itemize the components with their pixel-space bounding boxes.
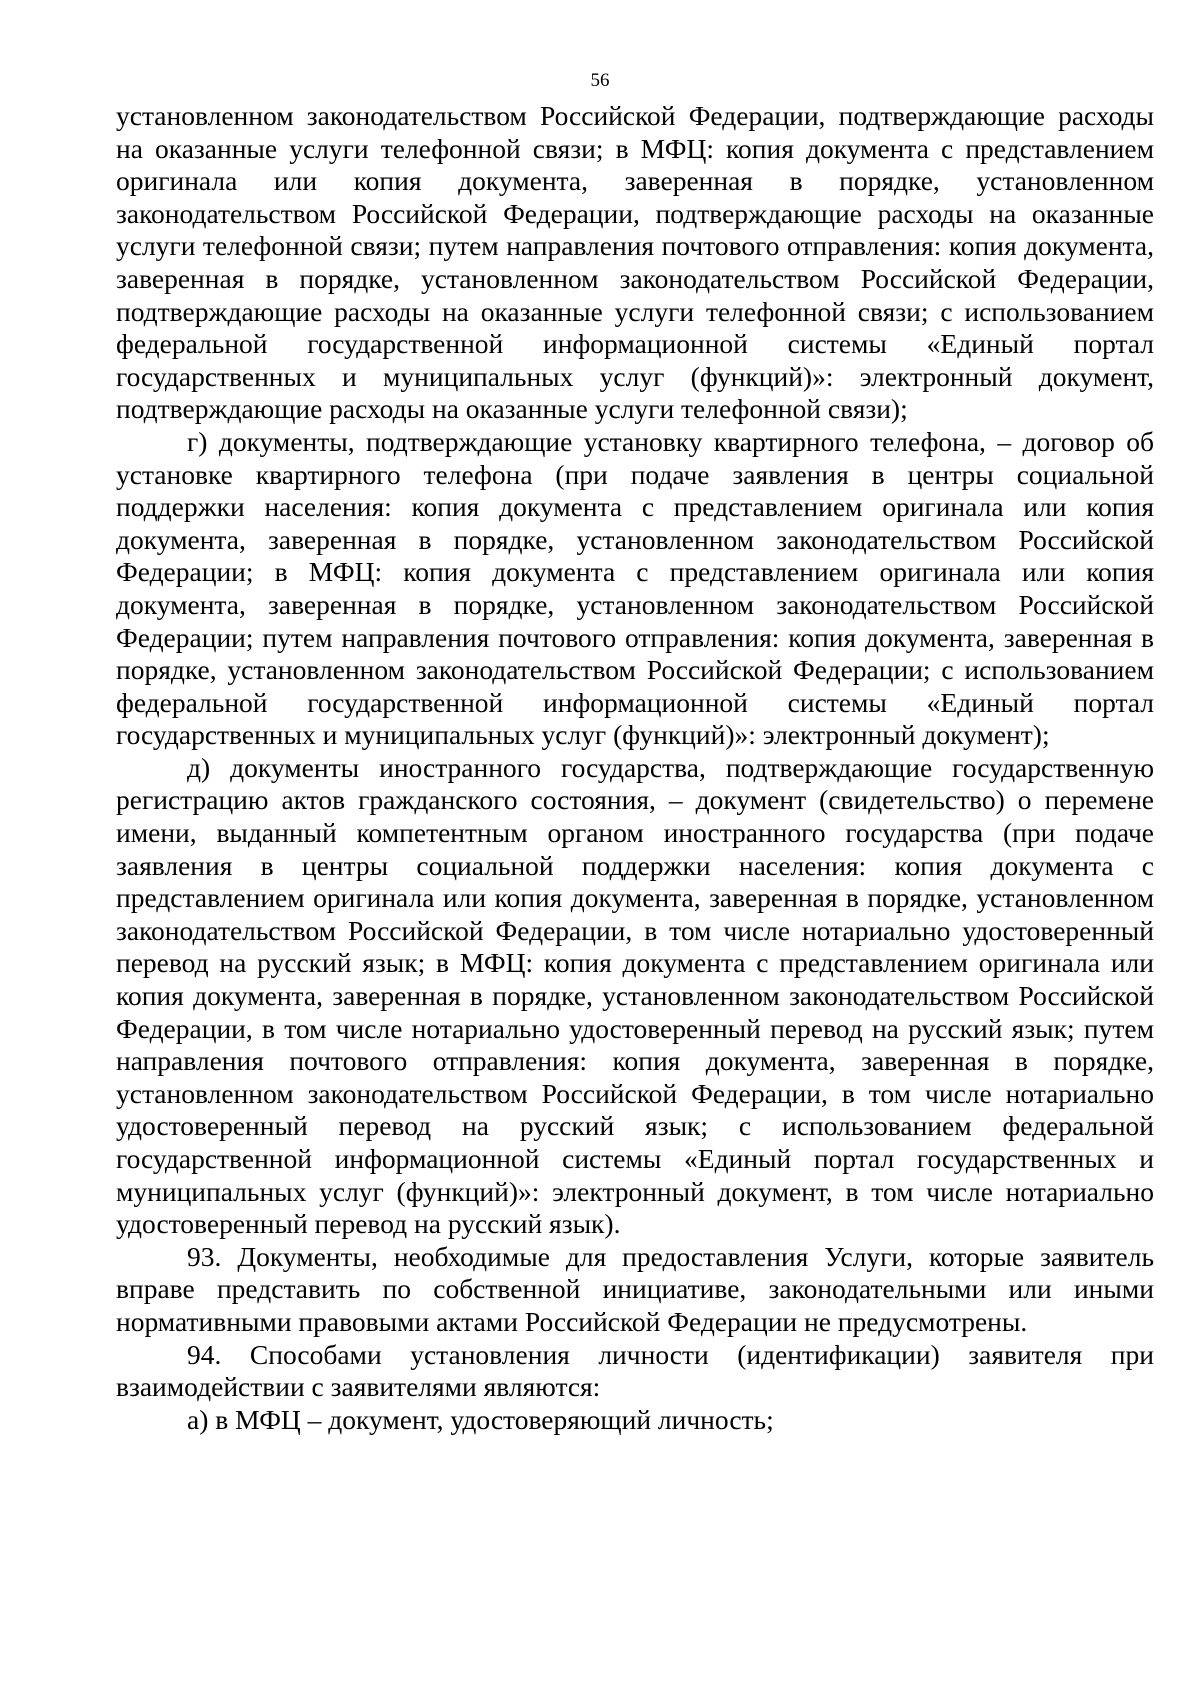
paragraph-item-d: д) документы иностранного государства, подтверждающие государственную регистрацию актов гражданского состояния, – документ (свидетельство) о перемене имени, выданный компетентным органом иностранного государства (при подаче заявления в центры социальной поддержки населения: копия документа с представлением оригинала или копия документа, заверенная в порядке, установленном законодательством Российской Федерации, в том числе нотариально удостоверенный перевод на русский язык; в МФЦ: копия документа с представлением оригинала или копия документа, заверенная в порядке, установленном законодательством Российской Федерации, в том числе нотариально удостоверенный перевод на русский язык; путем направления почтового отправления: копия документа, заверенная в порядке, установленном законодательством Российской Федерации, в том числе нотариально удостоверенный перевод на русский язык; с использованием федеральной государственной информационной системы «Единый портал государственных и муниципальных услуг (функций)»: электронный документ, в том числе нотариально удостоверенный перевод на русский язык). xyxy=(116,751,1154,1240)
paragraph-item-g: г) документы, подтверждающие установку квартирного телефона, – договор об установке квартирного телефона (при подаче заявления в центры социальной поддержки населения: копия документа с представлением оригинала или копия документа, заверенная в порядке, установленном законодательством Российской Федерации; в МФЦ: копия документа с представлением оригинала или копия документа, заверенная в порядке, установленном законодательством Российской Федерации; путем направления почтового отправления: копия документа, заверенная в порядке, установленном законодательством Российской Федерации; с использованием федеральной государственной информационной системы «Единый портал государственных и муниципальных услуг (функций)»: электронный документ); xyxy=(116,425,1154,751)
paragraph-continuation: установленном законодательством Российской Федерации, подтверждающие расходы на оказанные услуги телефонной связи; в МФЦ: копия документа с представлением оригинала или копия документа, заверенная в порядке, установленном законодательством Российской Федерации, подтверждающие расходы на оказанные услуги телефонной связи; путем направления почтового отправления: копия документа, заверенная в порядке, установленном законодательством Российской Федерации, подтверждающие расходы на оказанные услуги телефонной связи; с использованием федеральной государственной информационной системы «Единый портал государственных и муниципальных услуг (функций)»: электронный документ, подтверждающие расходы на оказанные услуги телефонной связи); xyxy=(116,100,1154,425)
document-body xyxy=(116,100,1154,1436)
page-number: 56 xyxy=(590,70,610,91)
paragraph-94: 94. Способами установления личности (идентификации) заявителя при взаимодействии с заявителями являются: xyxy=(116,1338,1154,1403)
paragraph-item-a: а) в МФЦ – документ, удостоверяющий личность; xyxy=(187,1403,774,1435)
paragraph-93: 93. Документы, необходимые для предоставления Услуги, которые заявитель вправе представить по собственной инициативе, законодательными или иными нормативными правовыми актами Российской Федерации не предусмотрены. xyxy=(116,1240,1154,1337)
